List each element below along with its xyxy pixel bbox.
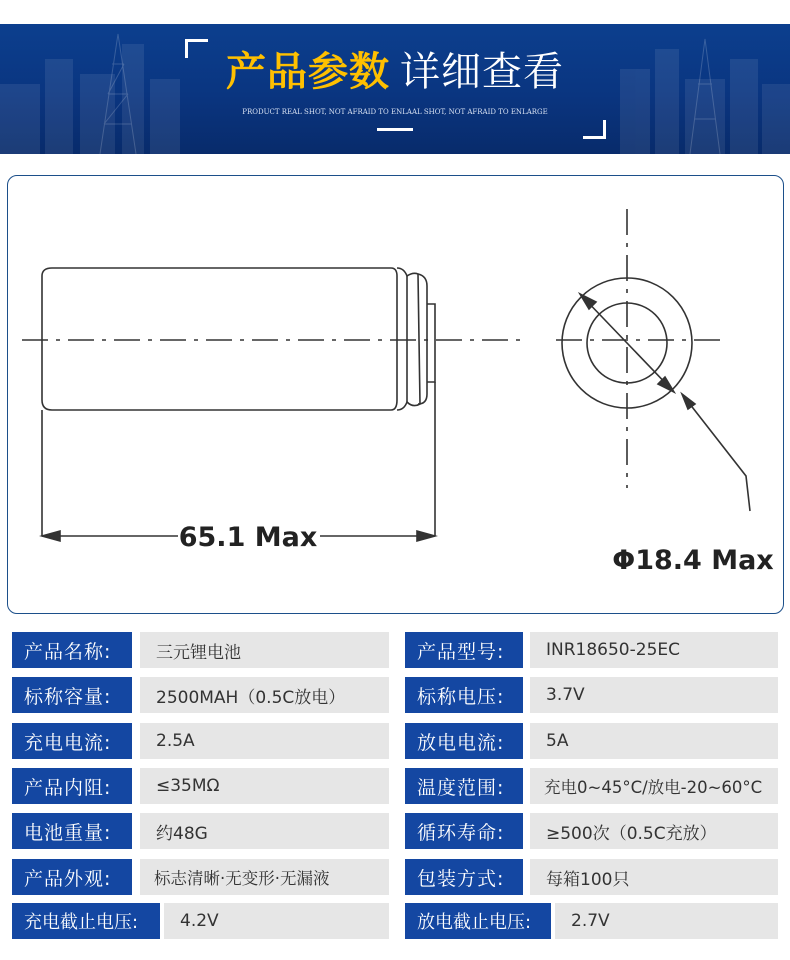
spec-value: 4.2V <box>164 903 389 939</box>
spec-label: 电池重量: <box>12 813 132 849</box>
spec-label: 产品内阻: <box>12 768 132 804</box>
spec-label: 标称电压: <box>405 677 523 713</box>
length-dimension-label: 65.1 Max <box>178 522 318 553</box>
spec-label: 包装方式: <box>405 859 523 895</box>
diameter-dimension-label: Φ18.4 Max <box>612 545 774 576</box>
spec-value: 5A <box>530 723 778 759</box>
spec-label: 标称容量: <box>12 677 132 713</box>
spec-value: 2.5A <box>140 723 389 759</box>
spec-value: 3.7V <box>530 677 778 713</box>
spec-label: 循环寿命: <box>405 813 523 849</box>
spec-value: 2.7V <box>555 903 778 939</box>
spec-value: 2500MAH（0.5C放电） <box>140 677 389 713</box>
spec-value: 每箱100只 <box>530 859 778 895</box>
spec-label: 放电截止电压: <box>405 903 551 939</box>
spec-label: 产品型号: <box>405 632 523 668</box>
spec-label: 温度范围: <box>405 768 523 804</box>
spec-value: ≤35MΩ <box>140 768 389 804</box>
title-rest: 详细查看 <box>400 49 564 95</box>
spec-value: 约48G <box>140 813 389 849</box>
spec-label: 产品外观: <box>12 859 132 895</box>
spec-value: 充电0~45°C/放电-20~60°C <box>530 768 778 804</box>
spec-value: INR18650-25EC <box>530 632 778 668</box>
spec-label: 充电截止电压: <box>12 903 160 939</box>
banner-subtitle: PRODUCT REAL SHOT, NOT AFRAID TO ENLAAL SHOT, NOT AFRAID TO ENLARGE <box>242 108 548 116</box>
spec-label: 充电电流: <box>12 723 132 759</box>
spec-value: 标志清晰·无变形·无漏液 <box>140 859 389 895</box>
spec-label: 放电电流: <box>405 723 523 759</box>
title-highlight: 产品参数 <box>226 49 390 95</box>
spec-value: 三元锂电池 <box>140 632 389 668</box>
spec-value: ≥500次（0.5C充放） <box>530 813 778 849</box>
spec-label: 产品名称: <box>12 632 132 668</box>
